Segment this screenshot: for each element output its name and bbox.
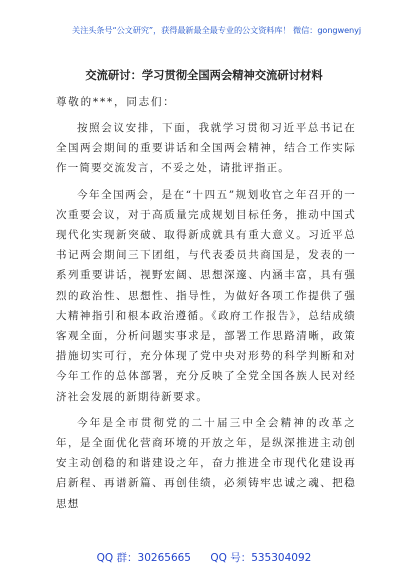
document-title: 交流研讨：学习贯彻全国两会精神交流研讨材料 (85, 69, 323, 82)
paragraph: 今年是全市贯彻党的二十届三中全会精神的改革之年，是全面优化营商环境的开放之年，是纵深推进主动创安主动创稳的和谐建设之年，奋力推进全市现代化建设再启新程、再谱新篇、再创佳绩，必须铸牢忠诚之魂、把稳思想 (56, 416, 356, 510)
footer-contact (0, 550, 408, 565)
paragraph: 按照会议安排，下面，我就学习贯彻习近平总书记在全国两会期间的重要讲话和全国两会精神，结合工作实际作一简要交流发言，不妥之处，请批评指正。 (56, 122, 356, 175)
salutation: 尊敬的***，同志们： (56, 96, 176, 108)
document-body (56, 118, 356, 520)
qq-group: QQ 群：30265665 (96, 552, 191, 564)
paragraph: 今年全国两会，是在“十四五”规划收官之年召开的一次重要会议，对于高质量完成规划目标任务，推动中国式现代化实现新突破、取得新成就具有重大意义。习近平总书记两会期间三下团组，与代表委员共商国是，发表的一系列重要讲话，视野宏阔、思想深邃、内涵丰富，具有强烈的政治性、思想性、指导性，为做好各项工作提供了强大精神指引和根本政治遵循。《政府工作报告》，总结成绩客观全面，分析问题实事求是，部署工作思路清晰，政策措施切实可行，充分体现了党中央对形势的科学判断和对今年工作的总体部署，充分反映了全党全国各族人民对经济社会发展的新期待新要求。 (56, 188, 356, 403)
qq-number: QQ 号：535304092 (210, 552, 312, 564)
header-banner: 关注头条号“公文研究”，获得最新最全最专业的公文资料库！ 微信：gongwenyj (72, 25, 362, 35)
